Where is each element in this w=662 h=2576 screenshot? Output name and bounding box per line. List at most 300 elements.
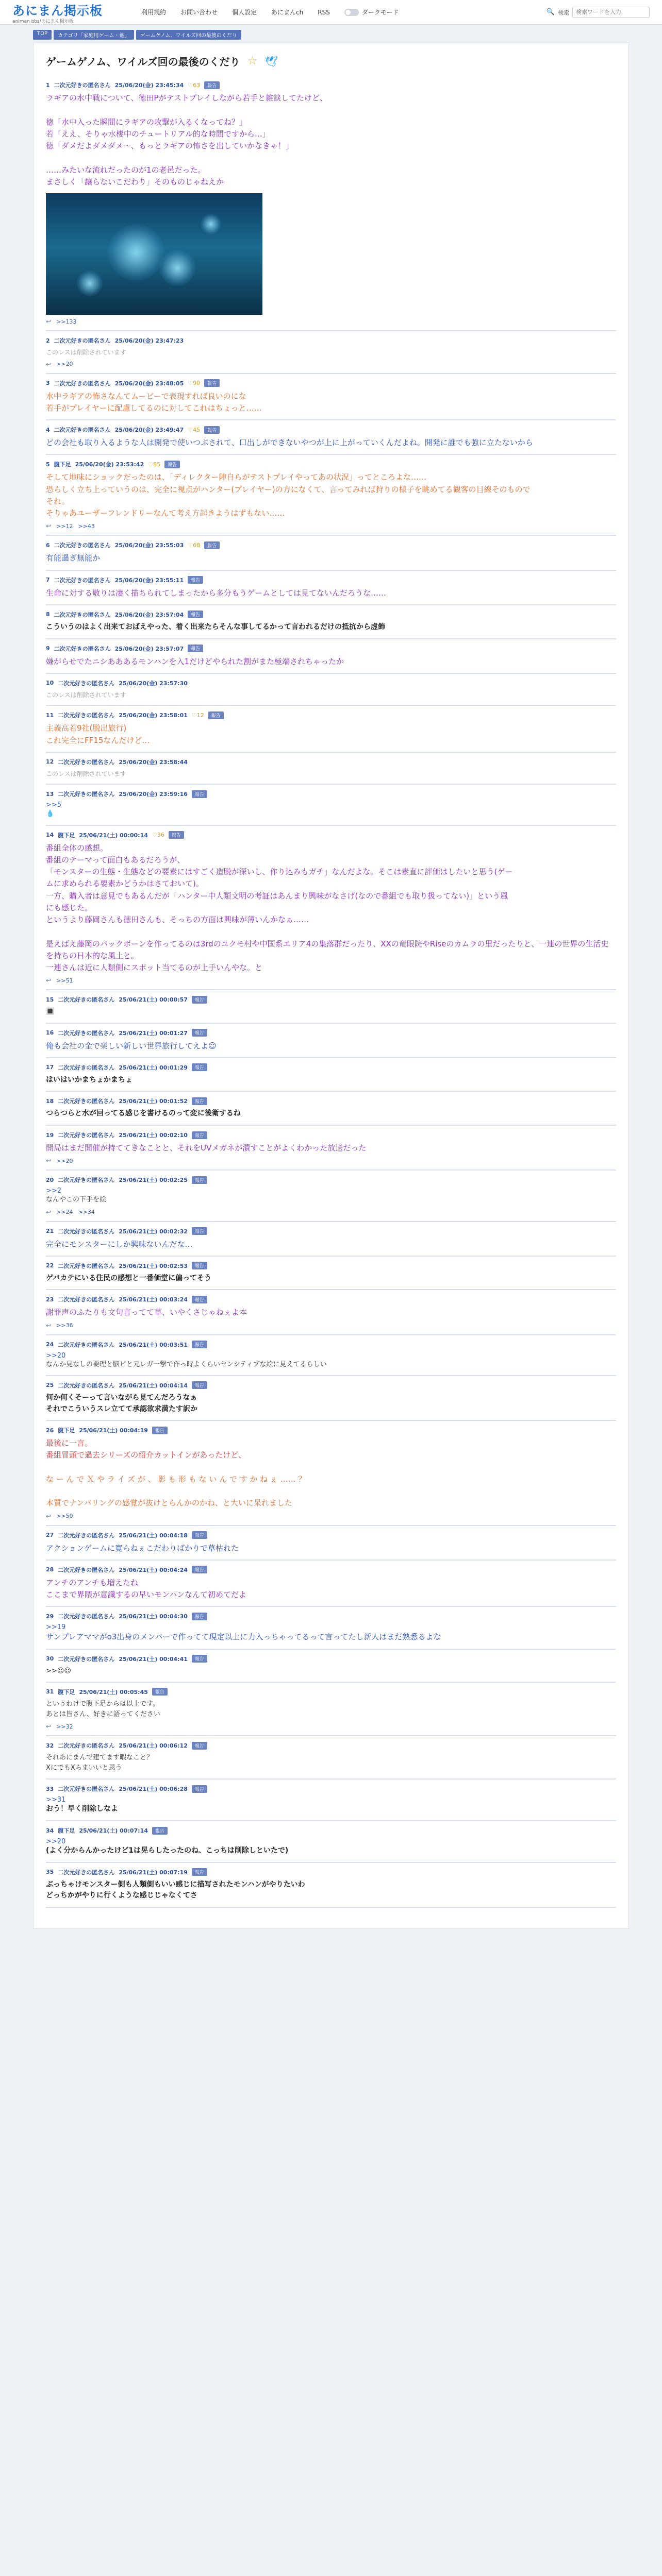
post-body-line: >>☺☺ — [46, 1667, 71, 1675]
post-number[interactable]: 31 — [46, 1688, 54, 1696]
post-author: 二次元好きの匿名さん — [58, 1064, 115, 1071]
post-number[interactable]: 20 — [46, 1176, 54, 1183]
quote-link[interactable]: >>5 — [46, 801, 62, 809]
post-author: 二次元好きの匿名さん — [58, 1742, 115, 1750]
reply-ref-link[interactable]: >>51 — [56, 977, 73, 984]
post-item — [46, 1290, 616, 1335]
post-body-line: どの会社も取り入るような人は開発で使いつぶされて、口出しができないやつが上に上がっていくんだよね。開発に誰でも強に立たないから — [46, 438, 533, 448]
post-date: 25/06/21(土) 00:06:12 — [119, 1742, 188, 1750]
post-body-line: ラギアの水中戦について、徳田Pがテストプレイしながら若手と雑談してたけど、 — [46, 93, 328, 103]
post-item — [46, 1561, 616, 1607]
post-item — [46, 826, 616, 991]
post-body-line: 恐らしく立ち上っていうのは、完全に視点がハンター(プレイヤー)の方になくて、言ってみれば狩りの様子を眺めてる観客の目線そのもので — [46, 484, 531, 494]
post-number[interactable]: 29 — [46, 1613, 54, 1620]
report-button[interactable]: 報告 — [192, 1868, 207, 1876]
post-item — [46, 1257, 616, 1291]
post-header — [46, 1341, 616, 1349]
post-header — [46, 711, 616, 719]
post-body-line: こういうのはよく出来ておばえやった、着く出来たらそんな事してるかって言われるだけの抵抗から虚飾 — [46, 622, 385, 631]
post-item — [46, 1126, 616, 1171]
post-header — [46, 1531, 616, 1539]
post-number[interactable]: 26 — [46, 1427, 54, 1434]
reply-refs — [46, 1209, 616, 1216]
post-item — [46, 706, 616, 753]
report-button[interactable]: 報告 — [192, 1227, 207, 1235]
report-button[interactable]: 報告 — [188, 645, 203, 652]
post-item — [46, 1526, 616, 1561]
post-number[interactable]: 18 — [46, 1097, 54, 1105]
post-item — [46, 785, 616, 825]
breadcrumb — [0, 25, 662, 43]
post-author: 二次元好きの匿名さん — [58, 1566, 115, 1573]
quote-link[interactable]: >>19 — [46, 1623, 66, 1632]
post-number[interactable]: 21 — [46, 1228, 54, 1235]
image-glow — [159, 250, 195, 286]
post-list — [46, 76, 616, 1908]
post-blank-line — [46, 1462, 616, 1473]
post-date: 25/06/21(土) 00:00:57 — [119, 996, 188, 1004]
reply-ref-link[interactable]: >>34 — [78, 1209, 95, 1216]
post-body-line: (よく分からんかったけど1は晃らしたったのね、こっちは削除しといたで) — [46, 1846, 289, 1855]
post-blank-line — [46, 152, 616, 164]
post-header — [46, 1612, 616, 1620]
post-item — [46, 374, 616, 421]
post-author: 二次元好きの匿名さん — [54, 82, 111, 89]
post-body-line: XにでもXらまいいと思う — [46, 1764, 122, 1772]
like-count[interactable]: ♡85 — [148, 461, 161, 468]
post-number[interactable]: 6 — [46, 541, 50, 549]
post-date: 25/06/21(土) 00:06:28 — [119, 1786, 188, 1793]
post-author: 二次元好きの匿名さん — [58, 1029, 115, 1037]
post-header — [46, 379, 616, 387]
report-button[interactable]: 報告 — [204, 541, 220, 549]
search-icon[interactable]: 🔍 — [546, 8, 555, 16]
post-number[interactable]: 22 — [46, 1262, 54, 1269]
post-body-line: 徳「ダメだよダメダメ〜、もっとラギアの怖さを出していかなきゃ！」 — [46, 141, 294, 150]
post-header — [46, 1227, 616, 1235]
report-button[interactable]: 報告 — [192, 1131, 207, 1139]
reply-icon[interactable]: ↩ — [46, 522, 52, 530]
report-button[interactable]: 報告 — [192, 790, 207, 798]
post-body-line: というわけで腹下足からは以上です。 — [46, 1700, 159, 1708]
post-blank-line — [46, 926, 616, 938]
post-item — [46, 1650, 616, 1683]
post-number[interactable]: 14 — [46, 832, 54, 839]
post-header — [46, 1426, 616, 1434]
post-item — [46, 1335, 616, 1376]
report-button[interactable]: 報告 — [188, 576, 203, 584]
post-number[interactable]: 4 — [46, 426, 50, 433]
post-number[interactable]: 34 — [46, 1827, 54, 1834]
report-button[interactable]: 報告 — [152, 1827, 168, 1835]
post-item — [46, 1607, 616, 1649]
post-author: 二次元好きの匿名さん — [58, 1869, 115, 1876]
post-header — [46, 1029, 616, 1037]
reply-icon[interactable]: ↩ — [46, 1321, 52, 1329]
post-number[interactable]: 25 — [46, 1382, 54, 1389]
post-author: 二次元好きの匿名さん — [58, 758, 115, 766]
post-item — [46, 1024, 616, 1058]
post-body-line: 番組冒頭で過去シリーズの紹介カットインがあったけど、 — [46, 1450, 246, 1460]
post-date: 25/06/21(土) 00:03:51 — [119, 1341, 188, 1348]
post-header — [46, 1868, 616, 1876]
nav-animanch[interactable]: あにまんch — [271, 9, 304, 16]
report-button[interactable]: 報告 — [192, 1176, 207, 1184]
post-number[interactable]: 24 — [46, 1341, 54, 1348]
post-author: 二次元好きの匿名さん — [54, 337, 111, 344]
reply-ref-link[interactable]: >>50 — [56, 1513, 73, 1520]
nav-terms[interactable]: 利用規約 — [141, 9, 167, 16]
post-body-line: 一方、購入者は意見でもあるんだが「ハンター中人類文明の考証はあんまり興味がなさげ(なので番組でも取り扱ってない)」という風 — [46, 891, 508, 901]
post-body-line: これ完全にFF15なんだけど… — [46, 735, 150, 745]
post-date: 25/06/20(金) 23:47:23 — [114, 337, 184, 344]
post-body-line: 水中ラギアの怖さなんてムービーで表現すれば良いのにな — [46, 391, 246, 401]
post-date: 25/06/20(金) 23:55:11 — [114, 577, 184, 584]
reply-ref-link[interactable]: >>43 — [78, 522, 95, 530]
post-body-line: な ー ん で Ｘ や ラ イ ズ が 、 影 も 形 も な い ん で す か ね ぇ …… ？ — [46, 1474, 306, 1484]
report-button[interactable]: 報告 — [192, 1785, 207, 1793]
reply-ref-link[interactable]: >>133 — [56, 318, 77, 325]
post-date: 25/06/20(金) 23:45:34 — [114, 82, 184, 89]
post-body-line: このレスは削除されています — [46, 349, 126, 356]
post-number[interactable]: 12 — [46, 758, 54, 766]
post-body-line: 💧 — [46, 810, 55, 818]
post-date: 25/06/21(土) 00:01:52 — [119, 1098, 188, 1105]
post-body-line: まさしく「譲らないこだわり」そのものじゃねえか — [46, 177, 224, 187]
report-button[interactable]: 報告 — [152, 1688, 168, 1696]
post-date: 25/06/21(土) 00:02:53 — [119, 1262, 188, 1269]
post-author: 二次元好きの匿名さん — [58, 1177, 115, 1184]
post-item — [46, 1421, 616, 1526]
post-author: 腹下足 — [54, 461, 71, 468]
search-label: 検索 — [558, 9, 569, 16]
report-button[interactable]: 報告 — [208, 711, 224, 719]
post-header — [46, 1741, 616, 1750]
post-date: 25/06/20(金) 23:55:03 — [114, 542, 184, 549]
like-count[interactable]: ♡45 — [188, 426, 201, 433]
post-body-line: 若「ええ、そりゃ水棲中のチュートリアル的な時間ですから…」 — [46, 129, 270, 139]
post-body-line: 開局はまだ開催が持ててきなことと、それをUVメガネが潰すことがよくわかった放送だった — [46, 1143, 367, 1153]
post-header — [46, 1826, 616, 1835]
darkmode-control[interactable] — [344, 8, 399, 16]
post-item — [46, 605, 616, 639]
post-header — [46, 645, 616, 653]
post-header — [46, 576, 616, 584]
report-button[interactable]: 報告 — [192, 1296, 207, 1303]
reply-icon[interactable]: ↩ — [46, 1157, 52, 1165]
post-body-line: 俺も会社の金で楽しい新しい世界旅行してえよ☺ — [46, 1041, 217, 1050]
quote-link[interactable]: >>20 — [46, 1351, 66, 1360]
post-item — [46, 674, 616, 706]
reply-ref-link[interactable]: >>12 — [56, 522, 73, 530]
breadcrumb-category[interactable]: カテゴリ「家庭用ゲーム・他」 — [54, 30, 134, 40]
breadcrumb-thread[interactable]: ゲームゲノム、ワイルズ回の最後のくだり — [136, 30, 241, 40]
post-number[interactable]: 35 — [46, 1869, 54, 1876]
post-date: 25/06/21(土) 00:04:19 — [79, 1427, 148, 1434]
post-author: 二次元好きの匿名さん — [54, 611, 111, 618]
post-date: 25/06/21(土) 00:01:29 — [119, 1064, 188, 1071]
reply-icon[interactable]: ↩ — [46, 1723, 52, 1731]
reply-refs — [46, 1723, 616, 1730]
search-input[interactable] — [572, 7, 650, 18]
post-body-line: なんやこの下手を絵 — [46, 1196, 107, 1204]
reply-refs — [46, 361, 616, 368]
post-number[interactable]: 17 — [46, 1064, 54, 1071]
post-date: 25/06/21(土) 00:04:18 — [119, 1532, 188, 1539]
report-button[interactable]: 報告 — [192, 1742, 207, 1750]
post-number[interactable]: 32 — [46, 1742, 54, 1749]
post-number[interactable]: 16 — [46, 1029, 54, 1036]
post-author: 二次元好きの匿名さん — [54, 427, 111, 434]
post-date: 25/06/21(土) 00:04:14 — [119, 1382, 188, 1389]
post-author: 二次元好きの匿名さん — [58, 1296, 115, 1303]
reply-refs — [46, 1513, 616, 1520]
post-header — [46, 1688, 616, 1696]
share-bird-icon[interactable]: 🕊 — [264, 55, 278, 67]
post-number[interactable]: 23 — [46, 1296, 54, 1303]
post-body-line: 🔳 — [46, 1008, 55, 1016]
post-author: 二次元好きの匿名さん — [58, 1098, 115, 1105]
post-body-line: というより藤岡さんも徳田さんも、そっちの方面は興味が薄いんかなぁ…… — [46, 915, 309, 925]
post-date: 25/06/21(土) 00:07:19 — [119, 1869, 188, 1876]
darkmode-label: ダークモード — [361, 9, 399, 16]
like-count[interactable]: ♡12 — [191, 711, 204, 719]
reply-refs — [46, 977, 616, 984]
post-blank-line — [46, 1485, 616, 1497]
post-header — [46, 81, 616, 89]
post-body-line: 是えばえ藤岡のバックボーンを作ってるのは3rdのユクモ村や中国系エリア4の集落群だったり、XXの竜眼院やRiseのカムラの里だったりと、一連の世界の生活史を持ちの日本的な風土と。 — [46, 939, 609, 960]
report-button[interactable]: 報告 — [192, 1063, 207, 1071]
post-author: 腹下足 — [58, 832, 75, 839]
post-item — [46, 1821, 616, 1863]
post-item — [46, 331, 616, 374]
post-body-line: それ。 — [46, 496, 70, 506]
report-button[interactable]: 報告 — [204, 379, 220, 387]
top-bar — [0, 0, 662, 25]
post-body-line: アンチのアンチも増えたね — [46, 1578, 138, 1587]
post-author: 二次元好きの匿名さん — [58, 1532, 115, 1539]
report-button[interactable]: 報告 — [192, 1341, 207, 1348]
post-number[interactable]: 9 — [46, 645, 50, 652]
post-item — [46, 1171, 616, 1222]
post-date: 25/06/20(金) 23:58:44 — [119, 758, 188, 766]
logo-text[interactable]: あにまん掲示板 — [12, 3, 103, 18]
post-number[interactable]: 7 — [46, 577, 50, 584]
post-number[interactable]: 11 — [46, 711, 54, 719]
report-button[interactable]: 報告 — [192, 1097, 207, 1105]
post-body-line: このレスは削除されています — [46, 691, 126, 699]
post-number[interactable]: 27 — [46, 1532, 54, 1539]
post-item — [46, 1222, 616, 1257]
reply-icon[interactable]: ↩ — [46, 1512, 52, 1520]
post-date: 25/06/21(土) 00:02:25 — [119, 1177, 188, 1184]
post-header — [46, 758, 616, 766]
post-body-line: 主義高若9社(脱出旅行) — [46, 723, 127, 733]
report-button[interactable]: 報告 — [192, 996, 207, 1004]
post-number[interactable]: 19 — [46, 1131, 54, 1139]
like-count[interactable]: ♡90 — [188, 380, 201, 387]
post-header — [46, 1131, 616, 1139]
post-body-line: どっちかがやりに行くような感じじゃなくてさ — [46, 1891, 197, 1900]
report-button[interactable]: 報告 — [204, 426, 220, 434]
post-number[interactable]: 15 — [46, 996, 54, 1003]
thread-container — [33, 43, 629, 1929]
reply-refs — [46, 318, 616, 325]
reply-icon[interactable]: ↩ — [46, 977, 52, 985]
post-item — [46, 1058, 616, 1092]
post-number[interactable]: 1 — [46, 81, 50, 89]
post-image[interactable] — [46, 193, 262, 315]
reply-refs — [46, 1157, 616, 1164]
post-number[interactable]: 28 — [46, 1566, 54, 1573]
report-button[interactable]: 報告 — [152, 1427, 168, 1434]
post-author: 二次元好きの匿名さん — [58, 1341, 115, 1348]
site-logo[interactable] — [12, 1, 131, 24]
post-number[interactable]: 2 — [46, 337, 50, 344]
post-body-line: おう！早く削除しなよ — [46, 1805, 118, 1814]
post-header — [46, 426, 616, 434]
post-body-line: 最後に一言。 — [46, 1438, 93, 1448]
post-body-line: はいはいかまちょかまちょ — [46, 1075, 133, 1084]
post-header — [46, 1655, 616, 1663]
report-button[interactable]: 報告 — [192, 1531, 207, 1539]
post-header — [46, 1097, 616, 1105]
report-button[interactable]: 報告 — [192, 1381, 207, 1389]
post-number[interactable]: 8 — [46, 611, 50, 618]
reply-icon[interactable]: ↩ — [46, 318, 52, 325]
post-body-line: ムに求められる要素かどうかはさておいて)。 — [46, 879, 204, 889]
post-date: 25/06/21(土) 00:02:10 — [119, 1132, 188, 1139]
post-date: 25/06/21(土) 00:02:32 — [119, 1228, 188, 1235]
post-body-line: このレスは削除されています — [46, 770, 126, 777]
report-button[interactable]: 報告 — [192, 1566, 207, 1573]
post-date: 25/06/21(土) 00:01:27 — [119, 1029, 188, 1037]
post-author: 二次元好きの匿名さん — [58, 1228, 115, 1235]
post-header — [46, 1566, 616, 1574]
report-button[interactable]: 報告 — [192, 1262, 207, 1269]
post-date: 25/06/20(金) 23:57:04 — [114, 611, 184, 618]
breadcrumb-top[interactable]: TOP — [33, 30, 52, 40]
report-button[interactable]: 報告 — [204, 81, 220, 89]
post-author: 二次元好きの匿名さん — [58, 680, 115, 687]
report-button[interactable]: 報告 — [192, 1029, 207, 1037]
report-button[interactable]: 報告 — [192, 1655, 207, 1663]
reply-ref-link[interactable]: >>36 — [56, 1322, 73, 1329]
post-body-line: ゲバカテにいる住民の感想と一番価堂に偏ってそう — [46, 1274, 212, 1282]
post-date: 25/06/20(金) 23:53:42 — [75, 461, 144, 468]
post-body-line: 若手がプレイヤーに配慮してるのに対してこれはちょっと…… — [46, 403, 262, 413]
like-count[interactable]: ♡68 — [188, 541, 201, 549]
post-body-line: 謝罪声のふたりも文句言ってて草、いやくさじゃねぇよ本 — [46, 1308, 247, 1317]
post-item — [46, 420, 616, 455]
post-body-line: アクションゲームに寛らねぇこだわりばかりで草枯れた — [46, 1543, 239, 1553]
post-author: 腹下足 — [58, 1688, 75, 1696]
post-author: 二次元好きの匿名さん — [58, 1262, 115, 1269]
post-date: 25/06/20(金) 23:58:01 — [119, 712, 188, 719]
quote-link[interactable]: >>2 — [46, 1187, 62, 1195]
post-header — [46, 541, 616, 549]
post-number[interactable]: 13 — [46, 790, 54, 798]
post-body-line: あとは皆さん、好きに語ってください — [46, 1710, 160, 1718]
reply-refs — [46, 522, 616, 530]
post-header — [46, 679, 616, 687]
reply-ref-link[interactable]: >>20 — [56, 1157, 73, 1164]
post-body-line: 番組全体の感想。 — [46, 843, 108, 853]
post-item — [46, 1780, 616, 1821]
report-button[interactable]: 報告 — [192, 1613, 207, 1620]
reply-ref-link[interactable]: >>20 — [56, 361, 73, 368]
post-body-line: そして地味にショックだったのは、「ディレクター陣自らがテストプレイやってあの状況」ってところよな…… — [46, 472, 427, 482]
post-header — [46, 1295, 616, 1303]
post-body-line: 完全にモンスターにしか興味ないんだな… — [46, 1239, 193, 1249]
post-date: 25/06/20(金) 23:48:05 — [114, 380, 184, 387]
quote-link[interactable]: >>20 — [46, 1838, 66, 1846]
like-count[interactable]: ♡63 — [188, 81, 201, 89]
post-body-line: ここまで界隈が意識するの早いモンハンなんて初めてだよ — [46, 1590, 246, 1600]
post-body-line: 有能過ぎ無能か — [46, 553, 101, 563]
thread-title-row — [46, 54, 616, 69]
quote-link[interactable]: >>31 — [46, 1796, 66, 1804]
reply-ref-link[interactable]: >>32 — [56, 1723, 73, 1730]
nav-rss[interactable]: RSS — [318, 8, 330, 16]
report-button[interactable]: 報告 — [188, 611, 203, 618]
post-author: 二次元好きの匿名さん — [54, 577, 111, 584]
post-author: 二次元好きの匿名さん — [58, 1132, 115, 1139]
nav-contact[interactable]: お問い合わせ — [180, 9, 218, 16]
post-body-line: なんか見なしの要理と脳ピと元レガ一撃で作っ時よくらいセンシティブな絵に見えてるらしい — [46, 1360, 327, 1368]
post-body-line: 徳「水中入った瞬間にラギアの攻撃が入るくなってね？」 — [46, 117, 247, 127]
image-glow — [201, 214, 221, 234]
post-number[interactable]: 33 — [46, 1785, 54, 1792]
post-item — [46, 571, 616, 605]
post-date: 25/06/20(金) 23:57:07 — [114, 645, 184, 652]
report-button[interactable]: 報告 — [164, 461, 180, 468]
post-header — [46, 1785, 616, 1793]
post-header — [46, 790, 616, 798]
post-item — [46, 990, 616, 1023]
post-header — [46, 1063, 616, 1072]
post-body-line: 「モンスターの生態・生態などの要素にはすごく造脱が深いし、作り込みもガチ」なんだよな。そこは素直に評価はしたいと思う(ゲー — [46, 867, 513, 877]
post-date: 25/06/21(土) 00:04:41 — [119, 1655, 188, 1663]
post-body-line: そりゃあユーザーフレンドリーなんて考え方起きようはずもない…… — [46, 509, 285, 518]
like-count[interactable]: ♡36 — [152, 832, 164, 839]
post-body-line: ……みたいな流れだったのが1の老邑だった。 — [46, 165, 206, 175]
post-number[interactable]: 10 — [46, 680, 54, 687]
post-item — [46, 76, 616, 331]
nav-settings[interactable]: 個人設定 — [232, 9, 257, 16]
post-number[interactable]: 30 — [46, 1655, 54, 1663]
post-author: 二次元好きの匿名さん — [58, 1382, 115, 1389]
post-number[interactable]: 3 — [46, 380, 50, 387]
post-header — [46, 1381, 616, 1389]
reply-ref-link[interactable]: >>24 — [56, 1209, 73, 1216]
post-body-line: サンプレアママがo3出身のメンバーで作ってて現定以上に力入っちゃってるって言ってたし新人はまだ熟悉るよな — [46, 1632, 441, 1642]
reply-icon[interactable]: ↩ — [46, 360, 52, 368]
post-header — [46, 831, 616, 839]
post-body-line: それでこういうスレ立てて承認欲求満たす訳か — [46, 1404, 197, 1413]
reply-icon[interactable]: ↩ — [46, 1208, 52, 1216]
post-item — [46, 455, 616, 536]
post-author: 二次元好きの匿名さん — [58, 1786, 115, 1793]
star-icon[interactable]: ☆ — [247, 55, 258, 67]
darkmode-toggle[interactable] — [344, 9, 359, 16]
report-button[interactable]: 報告 — [169, 831, 184, 839]
post-author: 腹下足 — [58, 1427, 75, 1434]
page-title: ゲームゲノム、ワイルズ回の最後のくだり — [46, 56, 240, 68]
post-header — [46, 1176, 616, 1184]
post-number[interactable]: 5 — [46, 461, 50, 468]
post-date: 25/06/20(金) 23:49:47 — [114, 427, 184, 434]
